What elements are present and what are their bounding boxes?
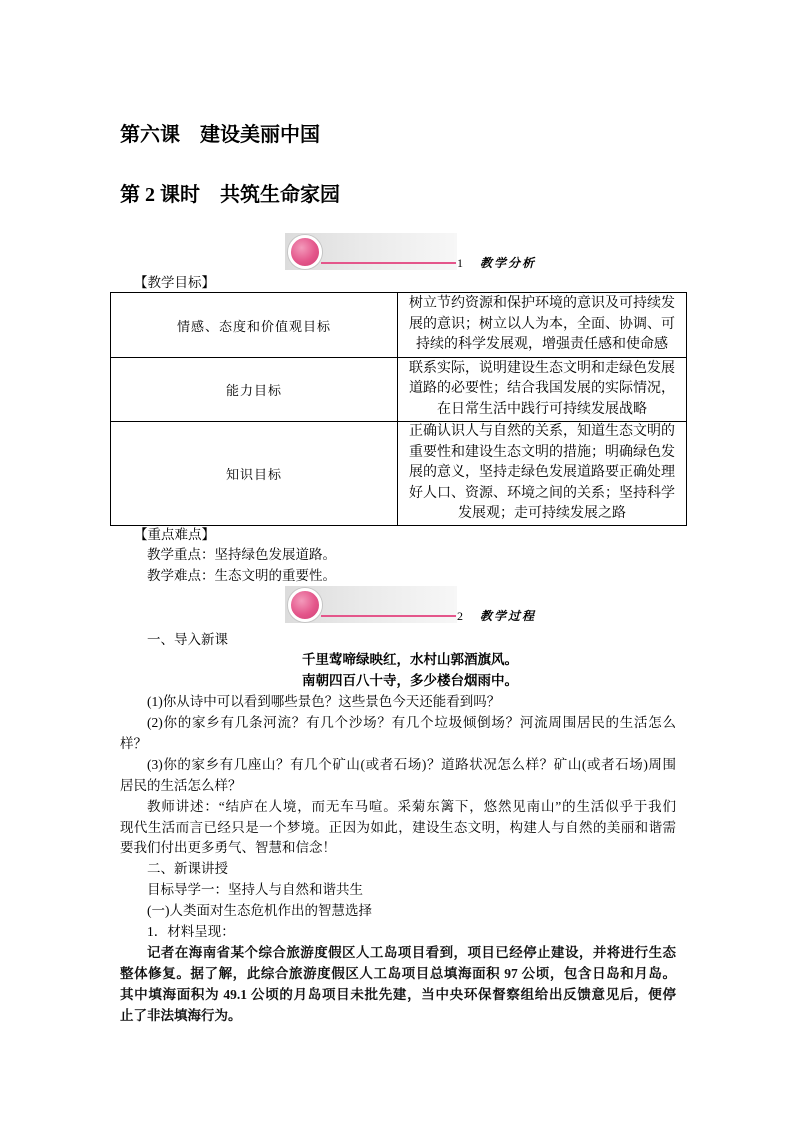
objective-content: 树立节约资源和保护环境的意识及可持续发展的意识；树立以人为本，全面、协调、可持续的科学发展观，增强责任感和使命感 <box>398 293 687 358</box>
key-point: 教学重点：坚持绿色发展道路。 <box>147 547 336 563</box>
objective-content: 正确认识人与自然的关系，知道生态文明的重要性和建设生态文明的措施；明确绿色发展的意义，坚持走绿色发展道路要正确处理好人口、资源、环境之间的关系；坚持科学发展观；走可持续发展之路 <box>398 422 687 526</box>
lesson-title: 第六课 建设美丽中国 <box>120 124 320 146</box>
teaching-process <box>120 630 676 1027</box>
material-text-cont: 止了非法填海行为。 <box>120 1007 242 1023</box>
section-marker-circle-icon <box>288 235 322 269</box>
banner-rule <box>321 262 456 264</box>
question-3-cont: 居民的生活怎么样？ <box>120 777 242 793</box>
objective-category: 情感、态度和价值观目标 <box>111 293 398 358</box>
material-label: 1．材料呈现： <box>147 923 235 939</box>
material-text: 记者在海南省某个综合旅游度假区人工岛项目看到，项目已经停止建设，并将进行生态 <box>147 944 676 960</box>
teacher-remark-cont: 要我们付出更多勇气、智慧和信念！ <box>120 840 336 856</box>
section-banner-analysis <box>285 232 555 272</box>
period-title: 第 2 课时 共筑生命家园 <box>120 184 340 206</box>
poem-line: 千里莺啼绿映红，水村山郭酒旗风。 <box>302 652 518 668</box>
intro-heading: 一、导入新课 <box>147 631 228 647</box>
table-row <box>111 422 687 526</box>
question-2-cont: 样？ <box>120 735 147 751</box>
teacher-remark-cont: 现代生活而言已经只是一个梦境。正因为如此，建设生态文明，构建人与自然的美丽和谐需 <box>120 819 676 835</box>
objective-category: 能力目标 <box>111 358 398 422</box>
key-points-heading: 【重点难点】 <box>134 526 215 542</box>
subsection-heading: (一)人类面对生态危机作出的智慧选择 <box>147 903 372 919</box>
objectives-table <box>110 292 687 526</box>
teacher-remark: 教师讲述：“结庐在人境，而无车马喧。采菊东篱下，悠然见南山”的生活似乎于我们 <box>147 798 676 814</box>
table-row <box>111 293 687 358</box>
question-1: (1)你从诗中可以看到哪些景色？这些景色今天还能看到吗？ <box>147 694 501 710</box>
objective-content: 联系实际，说明建设生态文明和走绿色发展道路的必要性；结合我国发展的实际情况，在日常生活中践行可持续发展战略 <box>398 358 687 422</box>
new-lesson-heading: 二、新课讲授 <box>147 861 228 877</box>
key-points-section <box>120 525 676 588</box>
section-number: 1 <box>457 256 463 270</box>
goal-heading: 目标导学一：坚持人与自然和谐共生 <box>147 882 363 898</box>
section-label: 教学分析 <box>480 256 537 270</box>
material-text-cont: 整体修复。据了解，此综合旅游度假区人工岛项目总填海面积 97 公顷，包含日岛和月岛。 <box>120 965 676 981</box>
question-3: (3)你的家乡有几座山？有几个矿山(或者石场)？道路状况怎么样？矿山(或者石场)周围 <box>147 756 676 772</box>
objectives-heading: 【教学目标】 <box>134 274 215 290</box>
question-2: (2)你的家乡有几条河流？有几个沙场？有几个垃圾倾倒场？河流周围居民的生活怎么 <box>147 715 676 731</box>
banner-rule <box>321 615 456 617</box>
difficult-point: 教学难点：生态文明的重要性。 <box>147 568 336 584</box>
table-row <box>111 358 687 422</box>
objective-category: 知识目标 <box>111 422 398 526</box>
section-marker-circle-icon <box>288 588 322 622</box>
material-text-cont: 其中填海面积为 49.1 公顷的月岛项目未批先建，当中央环保督察组给出反馈意见后，便停 <box>120 986 676 1002</box>
section-banner-process <box>285 585 555 625</box>
section-number: 2 <box>457 609 463 623</box>
section-label: 教学过程 <box>480 609 537 623</box>
poem-line: 南朝四百八十寺，多少楼台烟雨中。 <box>302 673 518 689</box>
